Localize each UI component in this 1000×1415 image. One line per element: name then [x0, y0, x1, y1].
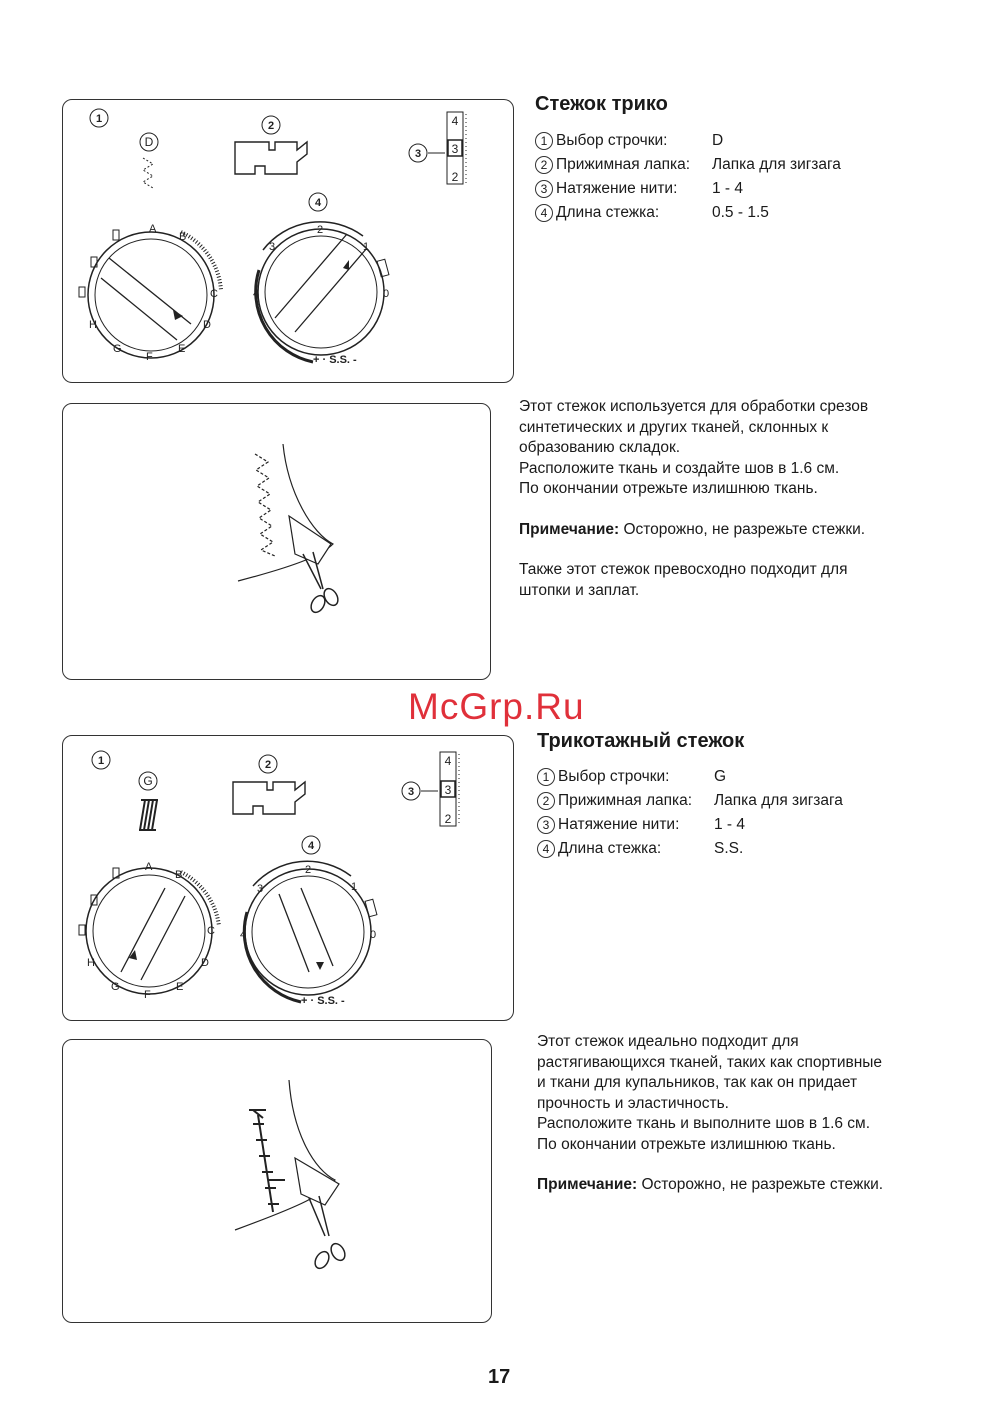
svg-text:D: D	[203, 319, 211, 331]
note-2: Примечание: Осторожно, не разрежьте стежки.	[537, 1176, 884, 1193]
setting-row: 2 Прижимная лапка: Лапка для зигзага	[537, 789, 843, 813]
svg-text:3: 3	[414, 148, 422, 160]
page-number: 17	[488, 1366, 511, 1388]
illustration-panel-2	[62, 1039, 492, 1323]
svg-text:C: C	[210, 288, 218, 300]
watermark: McGrp.Ru	[408, 686, 585, 727]
svg-text:4: 4	[240, 929, 247, 941]
svg-text:+ · S.S. -: + · S.S. -	[313, 354, 357, 366]
svg-text:2: 2	[267, 120, 275, 132]
setting-row: 4 Длина стежка: 0.5 - 1.5	[535, 201, 841, 225]
svg-text:0: 0	[370, 929, 377, 941]
svg-text:1: 1	[351, 881, 358, 893]
pattern-letter: D	[144, 135, 154, 149]
svg-text:4: 4	[307, 840, 315, 852]
scissors-icon	[309, 1196, 348, 1271]
svg-text:4: 4	[444, 754, 452, 768]
svg-text:B: B	[175, 869, 183, 881]
svg-text:4: 4	[253, 288, 260, 300]
svg-text:3: 3	[269, 241, 276, 253]
svg-text:3: 3	[257, 883, 264, 895]
svg-text:G: G	[111, 981, 120, 993]
svg-text:2: 2	[451, 170, 459, 184]
presser-foot-icon	[235, 142, 307, 174]
setting-row: 4 Длина стежка: S.S.	[537, 837, 843, 861]
stitch-length-dial	[253, 222, 389, 366]
svg-text:D: D	[201, 957, 209, 969]
illustration-panel-1	[62, 403, 491, 680]
svg-text:G: G	[143, 774, 153, 788]
svg-text:F: F	[146, 351, 153, 363]
description-1: Этот стежок используется для обработки срезов синтетических и других тканей, склонных к образованию складок. Расположите ткань и создайте шов в 1.6 см. По окончании отрежьте излишнюю ткань. Примечание: Осторожно, не разрежьте стежки. Также этот стежок превосходно подходит для штопки и заплат.	[519, 397, 979, 601]
svg-text:2: 2	[305, 864, 312, 876]
setting-row: 1 Выбор строчки: G	[537, 765, 843, 789]
svg-text:4: 4	[314, 197, 322, 209]
setting-row: 2 Прижимная лапка: Лапка для зигзага	[535, 153, 841, 177]
svg-text:A: A	[149, 223, 157, 235]
description-2: Этот стежок идеально подходит для растягивающихся тканей, таких как спортивные и ткани для купальников, так как он придает прочность и эластичность. Расположите ткань и выполните шов в 1.6 см. По окончании отрежьте излишнюю ткань. Примечание: Осторожно, не разрежьте стежки.	[537, 1032, 987, 1196]
svg-text:3: 3	[451, 142, 459, 156]
setting-row: 3 Натяжение нити: 1 - 4	[537, 813, 843, 837]
svg-text:2: 2	[317, 224, 324, 236]
settings-list-1	[535, 129, 841, 225]
settings-diagram-1	[63, 100, 515, 384]
settings-diagram-panel-2	[62, 735, 514, 1021]
svg-text:G: G	[113, 343, 122, 355]
callout-1: 1	[95, 113, 103, 125]
svg-text:2: 2	[264, 759, 272, 771]
setting-row: 3 Натяжение нити: 1 - 4	[535, 177, 841, 201]
svg-text:2: 2	[444, 812, 452, 826]
svg-text:1: 1	[97, 755, 105, 767]
svg-text:H: H	[89, 319, 97, 331]
svg-text:B: B	[179, 231, 187, 243]
svg-text:E: E	[176, 981, 184, 993]
note-1: Примечание: Осторожно, не разрежьте стежки.	[519, 520, 866, 538]
svg-text:F: F	[144, 989, 151, 1001]
setting-row: 1 Выбор строчки: D	[535, 129, 841, 153]
scissors-icon	[303, 552, 341, 615]
svg-text:3: 3	[407, 786, 415, 798]
sewing-illustration-1	[63, 404, 492, 681]
svg-text:H: H	[87, 957, 95, 969]
svg-text:4: 4	[451, 114, 459, 128]
svg-text:A: A	[145, 861, 153, 873]
svg-text:1: 1	[363, 241, 370, 253]
sewing-illustration-2	[63, 1040, 493, 1324]
svg-text:C: C	[207, 925, 215, 937]
section-title-1: Стежок трико	[535, 93, 668, 115]
svg-text:E: E	[178, 343, 186, 355]
svg-text:+ · S.S. -: + · S.S. -	[301, 995, 345, 1007]
svg-text:3: 3	[444, 783, 452, 797]
svg-text:0: 0	[383, 288, 390, 300]
settings-diagram-panel-1	[62, 99, 514, 383]
stitch-selector-dial	[79, 223, 221, 363]
settings-list-2	[537, 765, 843, 861]
section-title-2: Трикотажный стежок	[537, 730, 745, 752]
settings-diagram-2	[63, 736, 515, 1022]
